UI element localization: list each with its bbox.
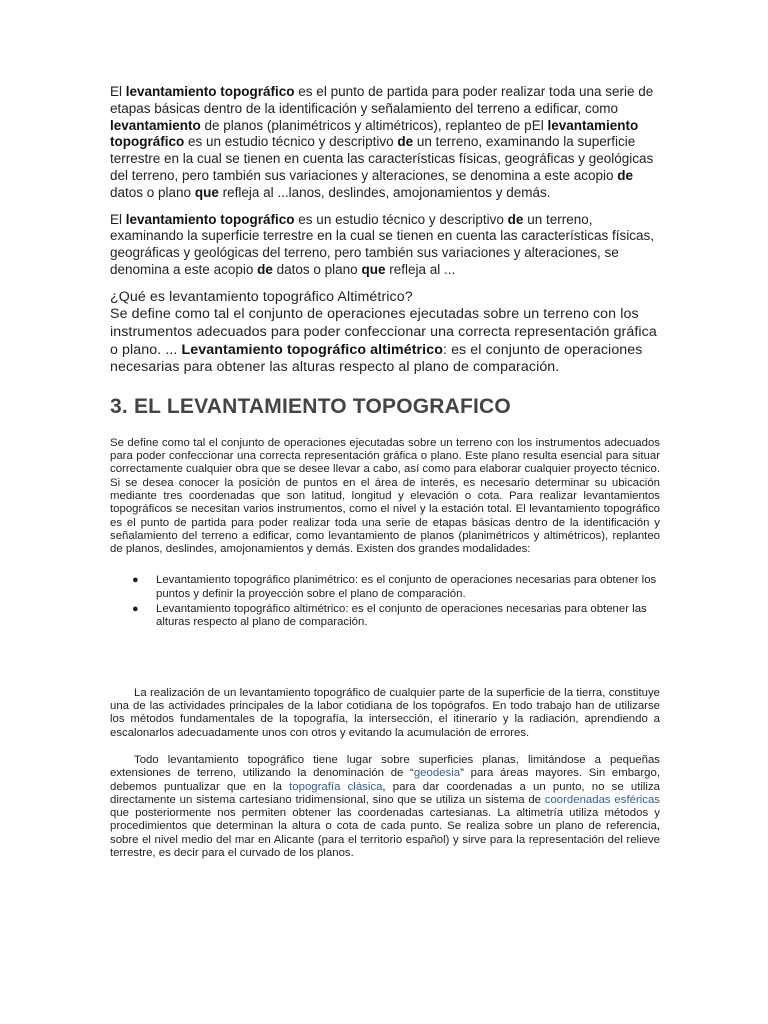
paragraph-superficies <box>110 754 660 860</box>
list-item <box>110 603 660 630</box>
text-run: El <box>110 211 126 227</box>
text-run: Todo levantamiento topográfico tiene lugar sobre superficies planas, limitándose a pequeñas extensiones de terreno, utilizando la denominación de “ <box>110 753 660 780</box>
hyperlink[interactable]: topografía clásica <box>289 780 383 793</box>
bold-text: de <box>507 211 524 227</box>
text-run: refleja al ...lanos, deslindes, amojonamientos y demás. <box>218 184 551 200</box>
hyperlink[interactable]: geodesia <box>413 767 461 780</box>
bold-text: levantamiento topográfico <box>110 117 639 150</box>
bullet-icon: ● <box>132 574 139 587</box>
section-heading: 3. EL LEVANTAMIENTO TOPOGRAFICO <box>110 394 511 418</box>
text-run: , para dar coordenadas a un punto, no se utiliza directamente un sistema cartesiano tridimensional, sino que se utiliza un sistema de <box>110 780 660 806</box>
text-run: : es el conjunto de operaciones necesarias para obtener las alturas respecto al plano de comparación. <box>110 341 643 376</box>
text-run: un terreno, examinando la superficie terrestre en la cual se tienen en cuenta las características físicas, geográficas y geológicas del terreno, pero también sus variaciones y alteraciones, se denomina a este acopio <box>110 134 654 183</box>
paragraph-intro <box>110 84 660 202</box>
text-run: es el punto de partida para poder realizar toda una serie de etapas básicas dentro de la identificación y señalamiento del terreno a edificar, como <box>110 84 654 116</box>
text-run: Se define como tal el conjunto de operaciones ejecutadas sobre un terreno con los instrumentos adecuados para poder confeccionar una correcta representación gráfica o plano. ... <box>110 306 657 358</box>
text-run: de planos (planimétricos y altimétricos), replanteo de pEl <box>200 117 548 133</box>
text-run: ¿Qué es levantamiento topográfico Altimétrico? <box>110 288 413 305</box>
bullet-icon: ● <box>132 602 139 615</box>
bold-text: Levantamiento topográfico altimétrico <box>181 341 443 358</box>
hyperlink[interactable]: coordenadas esféricas <box>544 793 660 806</box>
text-run: El <box>110 84 126 99</box>
paragraph-altimetrico <box>110 289 660 377</box>
document-page <box>110 84 660 860</box>
bold-text: levantamiento <box>110 117 201 133</box>
text-run: datos o plano <box>110 184 195 200</box>
list-item <box>110 574 660 601</box>
paragraph-definition <box>110 212 660 279</box>
bold-text: levantamiento topográfico <box>125 211 295 227</box>
text-run: un terreno, examinando la superficie terrestre en la cual se tienen en cuenta las características físicas, geográficas y geológicas del terreno, pero también sus variaciones y alteraciones, se denomina a este acopio <box>110 211 655 277</box>
text-run: es un estudio técnico y descriptivo <box>294 211 508 227</box>
paragraph-realizacion: La realización de un levantamiento topográfico de cualquier parte de la superficie de la tierra, constituye una de las actividades principales de la labor cotidiana de los topógrafos. En todo trabajo han de utilizarse los métodos fundamentales de la topografía, la intersección, el itinerario y la radiación, aprendiendo a escalonarlos adecuadamente unos con otros y evitando la acumulación de errores. <box>110 686 660 739</box>
bold-text: levantamiento topográfico <box>125 84 295 99</box>
text-run: datos o plano <box>272 261 362 277</box>
list-item-text: Levantamiento topográfico planimétrico: es el conjunto de operaciones necesarias para obtener los puntos y definir la proyección sobre el plano de comparación. <box>156 574 657 600</box>
text-run: refleja al ... <box>385 261 456 277</box>
bold-text: de <box>257 261 273 277</box>
bold-text: de <box>397 134 414 150</box>
bold-text: que <box>361 261 386 277</box>
text-run: ” para áreas mayores. Sin embargo, debemos puntualizar que en la <box>110 767 660 793</box>
paragraph-section-body: Se define como tal el conjunto de operaciones ejecutadas sobre un terreno con los instrumentos adecuados para poder confeccionar una correcta representación gráfica o plano. Este plano resulta esencial para situar correctamente cualquier obra que se desee llevar a cabo, así como para elaborar cualquier proyecto técnico. Si se desea conocer la posición de puntos en el área de interés, es necesario determinar su ubicación mediante tres coordenadas que son latitud, longitud y elevación o cota. Para realizar levantamientos topográficos se necesitan varios instrumentos, como el nivel y la estación total. El levantamiento topográfico es el punto de partida para poder realizar toda una serie de etapas básicas dentro de la identificación y señalamiento del terreno a edificar, como levantamiento de planos (planimétricos y altimétricos), replanteo de planos, deslindes, amojonamientos y demás. Existen dos grandes modalidades: <box>110 436 660 556</box>
modalidades-list <box>110 574 660 629</box>
text-run: que posteriormente nos permiten obtener las coordenadas cartesianas. La altimetría utiliza métodos y procedimientos que determinan la altura o cota de cada punto. Se realiza sobre un plano de referencia, sobre el nivel medio del mar en Alicante (para el territorio español) y sirve para la representación del relieve terrestre, es decir para el curvado de los planos. <box>110 807 660 860</box>
bold-text: de <box>617 167 634 183</box>
bold-text: que <box>194 184 219 200</box>
text-run: es un estudio técnico y descriptivo <box>184 134 398 150</box>
list-item-text: Levantamiento topográfico altimétrico: es el conjunto de operaciones necesarias para obtener las alturas respecto al plano de comparación. <box>156 602 647 629</box>
